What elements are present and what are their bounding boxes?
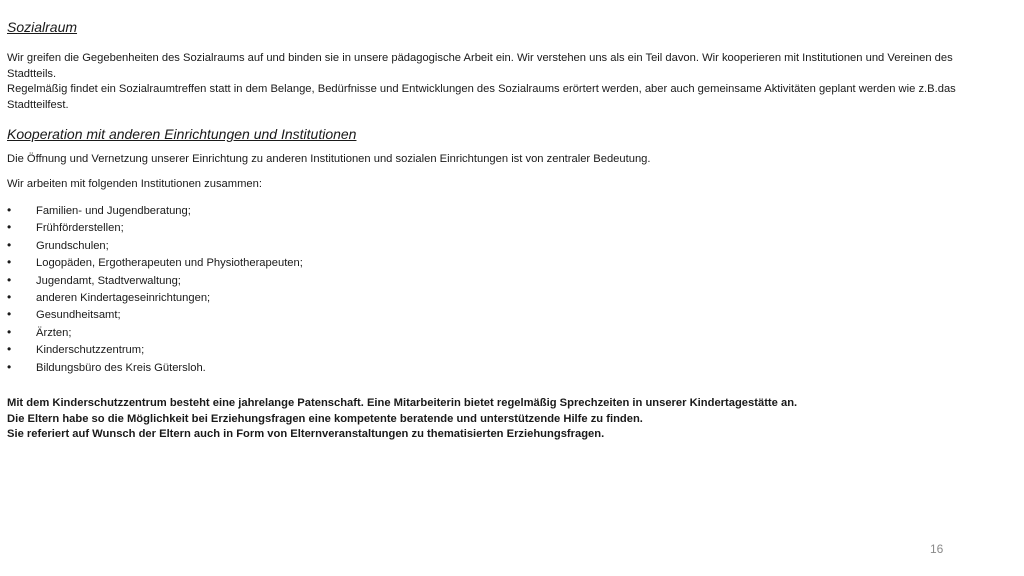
list-item: [7, 359, 992, 376]
bullet-icon: •: [7, 220, 12, 235]
bullet-icon: •: [7, 342, 12, 357]
bullet-icon: •: [7, 307, 12, 322]
bullet-icon: •: [7, 203, 12, 217]
list-item-text: Kinderschutzzentrum;: [36, 344, 145, 357]
list-item-text: anderen Kindertageseinrichtungen;: [36, 292, 211, 305]
list-item: [7, 219, 992, 236]
kinderschutzzentrum-text: [7, 396, 992, 443]
list-item: [7, 202, 992, 219]
list-item: [7, 306, 992, 323]
slide-content: [7, 18, 992, 443]
list-item: [7, 237, 992, 254]
section-heading-kooperation: Kooperation mit anderen Einrichtungen und Institutionen: [7, 126, 357, 142]
list-item-text: Jugendamt, Stadtverwaltung;: [36, 274, 181, 287]
bullet-icon: •: [7, 255, 12, 270]
list-item: [7, 254, 992, 271]
sozialraum-paragraph: Wir greifen die Gegebenheiten des Sozialraums auf und binden sie in unsere pädagogische Arbeit ein. Wir verstehen uns als ein Teil davon. Wir kooperieren mit Institutionen und Vereinen des Stadtteils.: [7, 52, 953, 80]
sozialraum-paragraph: Regelmäßig findet ein Sozialraumtreffen statt in dem Belange, Bedürfnisse und Entwicklungen des Sozialraums erörtert werden, aber auch gemeinsame Aktivitäten geplant werden wie z.B.das Stadtteilfest.: [7, 83, 956, 111]
list-item-text: Grundschulen;: [36, 239, 109, 252]
bullet-icon: •: [7, 324, 12, 339]
list-item: [7, 341, 992, 358]
list-item-text: Frühförderstellen;: [36, 222, 124, 235]
bullet-icon: •: [7, 359, 12, 374]
list-item-text: Familien- und Jugendberatung;: [36, 205, 191, 217]
bullet-icon: •: [7, 237, 12, 252]
bullet-icon: •: [7, 290, 12, 305]
bullet-icon: •: [7, 272, 12, 287]
closing-line: Die Eltern habe so die Möglichkeit bei Erziehungsfragen eine kompetente beratende und unterstützende Hilfe zu finden.: [7, 412, 643, 425]
kooperation-intro: Die Öffnung und Vernetzung unserer Einrichtung zu anderen Institutionen und sozialen Einrichtungen ist von zentraler Bedeutung.: [7, 153, 651, 165]
sozialraum-text: [7, 51, 992, 113]
closing-line: Sie referiert auf Wunsch der Eltern auch in Form von Elternveranstaltungen zu thematisierten Erziehungsfragen.: [7, 428, 605, 441]
list-item: [7, 272, 992, 289]
page-number: 16: [930, 542, 944, 556]
list-item-text: Ärzten;: [36, 326, 72, 339]
list-item-text: Gesundheitsamt;: [36, 309, 121, 322]
closing-line: Mit dem Kinderschutzzentrum besteht eine jahrelange Patenschaft. Eine Mitarbeiterin bietet regelmäßig Sprechzeiten in unserer Kindertagestätte an.: [7, 397, 798, 410]
section-heading-sozialraum: Sozialraum: [7, 19, 78, 35]
list-item-text: Logopäden, Ergotherapeuten und Physiotherapeuten;: [36, 257, 303, 270]
list-item: [7, 289, 992, 306]
institutions-list: [7, 202, 992, 376]
list-intro: Wir arbeiten mit folgenden Institutionen zusammen:: [7, 177, 262, 190]
list-item: [7, 324, 992, 341]
list-item-text: Bildungsbüro des Kreis Gütersloh.: [36, 361, 206, 374]
